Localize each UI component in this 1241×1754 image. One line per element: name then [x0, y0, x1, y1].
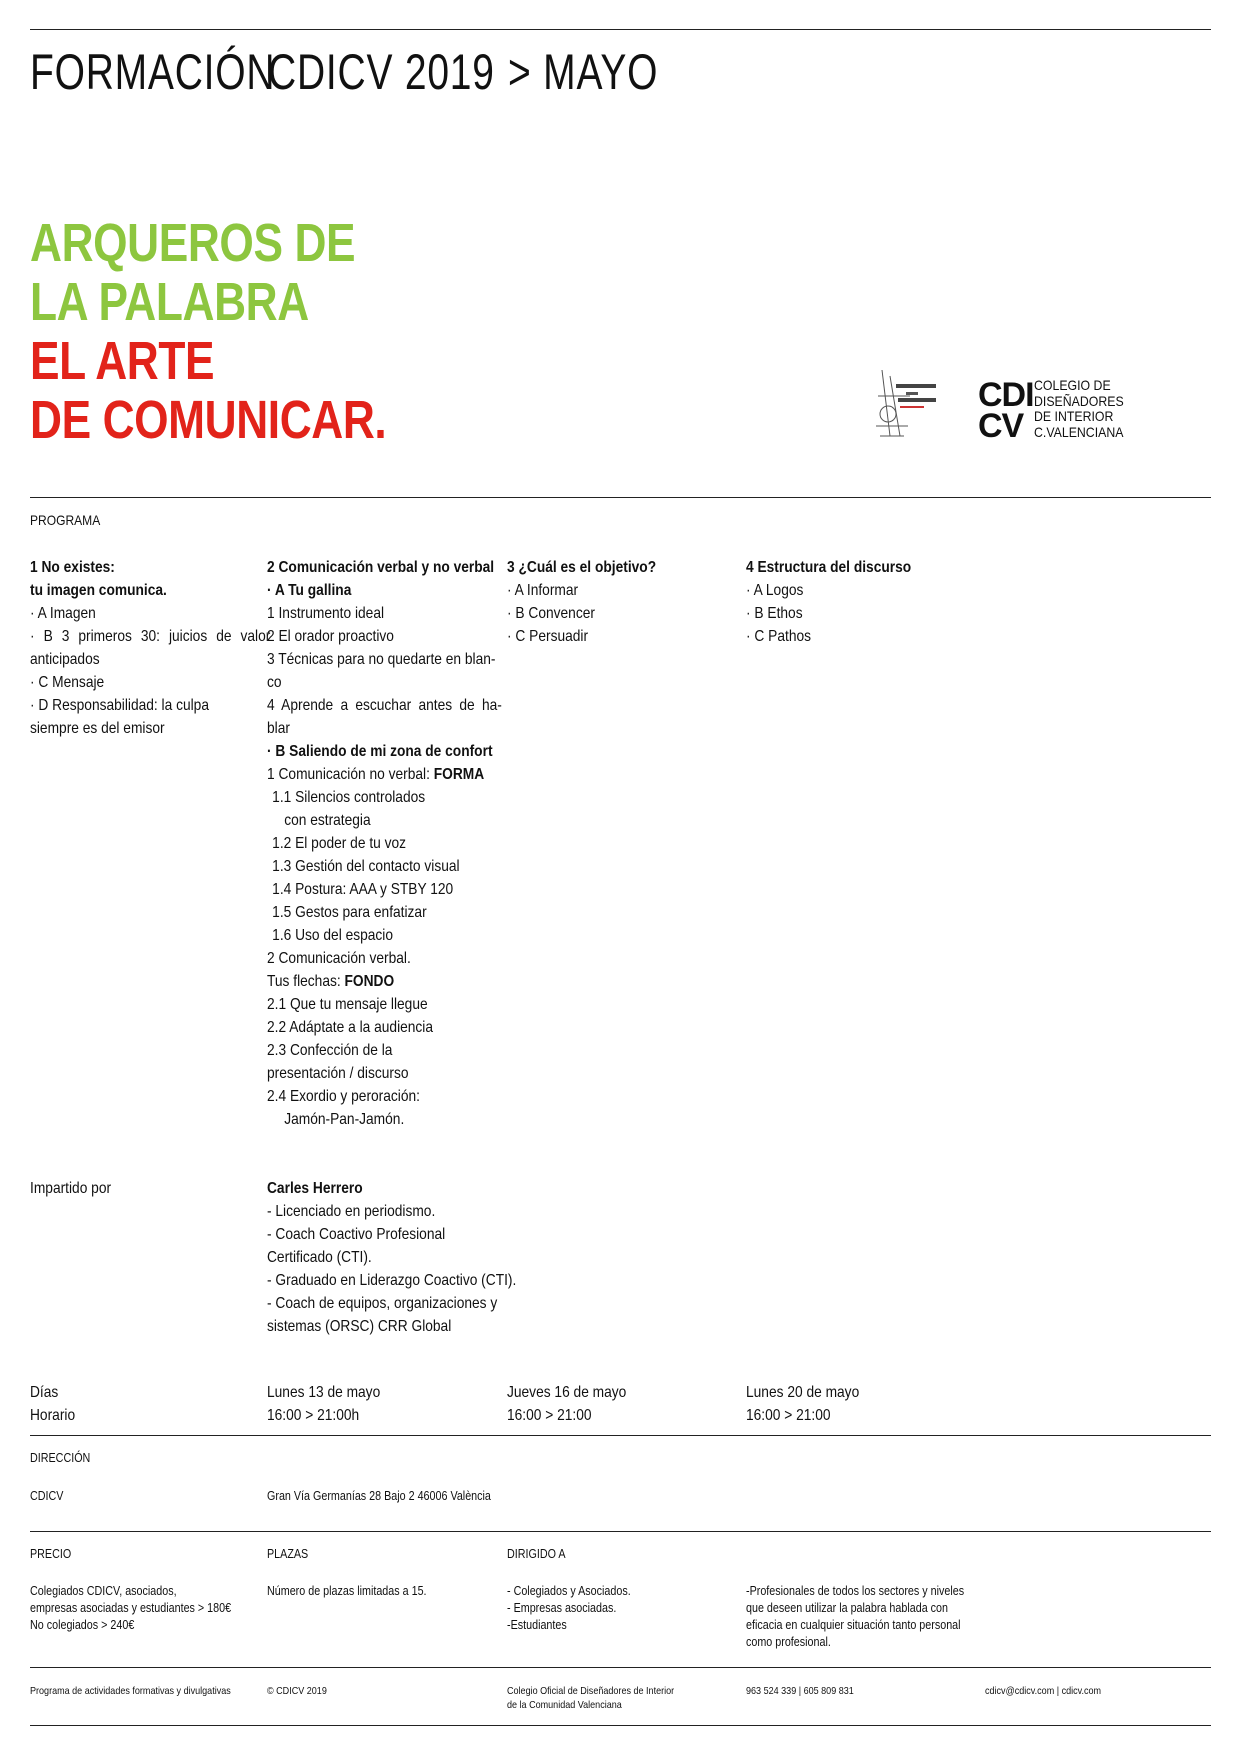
col2-subtitle: · B Saliendo de mi zona de confort — [267, 743, 493, 760]
footer-colegio-line: Colegio Oficial de Diseñadores de Interior — [507, 1685, 675, 1697]
col1-item: · B 3 primeros 30: juicios de valor — [30, 628, 271, 645]
col2-item-bold: FONDO — [344, 973, 395, 990]
col2-title: 2 Comunicación verbal y no verbal — [267, 559, 495, 576]
session-2 — [507, 1381, 626, 1427]
title-line: DE COMUNICAR. — [30, 390, 387, 450]
section-rule — [30, 1435, 1211, 1436]
session-time: 16:00 > 21:00 — [507, 1407, 592, 1424]
top-rule — [30, 29, 1211, 30]
session-date: Lunes 20 de mayo — [746, 1384, 860, 1401]
col2-item-text: 1 Comunicación no verbal: — [267, 766, 434, 783]
col3-item: · C Persuadir — [507, 628, 589, 645]
col2-item: 1.4 Postura: AAA y STBY 120 — [272, 881, 454, 898]
direccion-label: DIRECCIÓN — [30, 1451, 91, 1465]
cdicv-logo — [978, 376, 1034, 445]
precio-info — [30, 1583, 231, 1634]
precio-label: PRECIO — [30, 1547, 72, 1561]
col1-item: · D Responsabilidad: la culpa — [30, 697, 209, 714]
plazas-info: Número de plazas limitadas a 15. — [267, 1584, 427, 1598]
header-formacion: FORMACIÓN — [30, 44, 276, 100]
session-3 — [746, 1381, 859, 1427]
instructor-credential: - Graduado en Liderazgo Coactivo (CTI). — [267, 1272, 517, 1289]
col3-title: 3 ¿Cuál es el objetivo? — [507, 559, 657, 576]
col1-item: siempre es del emisor — [30, 720, 165, 737]
footer-colegio-line: de la Comunidad Valenciana — [507, 1699, 622, 1711]
precio-line: No colegiados > 240€ — [30, 1618, 135, 1632]
profesionales-line: -Profesionales de todos los sectores y niveles — [746, 1584, 965, 1598]
footer-phone: 963 524 339 | 605 809 831 — [746, 1685, 854, 1697]
col1-item: anticipados — [30, 651, 100, 668]
title-green — [30, 214, 355, 332]
title-red — [30, 332, 386, 450]
profesionales-line: eficacia en cualquier situación tanto personal — [746, 1618, 961, 1632]
direccion-address: Gran Vía Germanías 28 Bajo 2 46006 València — [267, 1489, 491, 1503]
col2-item: 1.2 El poder de tu voz — [272, 835, 407, 852]
col2-item — [267, 970, 473, 993]
arqueros-logo-icon — [870, 366, 940, 438]
precio-line: empresas asociadas y estudiantes > 180€ — [30, 1601, 232, 1615]
col2-item: 2 Comunicación verbal. — [267, 950, 411, 967]
dirigido-line: - Empresas asociadas. — [507, 1601, 617, 1615]
logo-letters: CDI — [978, 376, 1034, 414]
col2-subtitle: · A Tu gallina — [267, 582, 352, 599]
session-time: 16:00 > 21:00h — [267, 1407, 360, 1424]
col2-item: 1.6 Uso del espacio — [272, 927, 394, 944]
precio-line: Colegiados CDICV, asociados, — [30, 1584, 177, 1598]
col2-item: Jamón-Pan-Jamón. — [284, 1111, 405, 1128]
dirigido-line: - Colegiados y Asociados. — [507, 1584, 631, 1598]
section-rule — [30, 1531, 1211, 1532]
programa-col1 — [30, 556, 271, 740]
col2-item — [267, 763, 485, 786]
header-mayo: > MAYO — [508, 44, 659, 100]
col4-item: · B Ethos — [746, 605, 803, 622]
programa-col4 — [746, 556, 944, 648]
logo-line: DISEÑADORES — [1034, 392, 1124, 409]
col2-item: 1.5 Gestos para enfatizar — [272, 904, 427, 921]
instructor-name: Carles Herrero — [267, 1180, 363, 1197]
col2-item: 1 Instrumento ideal — [267, 605, 385, 622]
session-time: 16:00 > 21:00 — [746, 1407, 831, 1424]
col2-item: 2.3 Confección de la — [267, 1042, 393, 1059]
col2-item: 1.1 Silencios controlados — [272, 789, 426, 806]
col2-item: con estrategia — [284, 812, 371, 829]
direccion-name: CDICV — [30, 1489, 64, 1503]
dirigido-info — [507, 1583, 631, 1634]
logo-line: C.VALENCIANA — [1034, 423, 1124, 440]
instructor-credential: - Coach Coactivo Profesional — [267, 1226, 446, 1243]
col3-item: · B Convencer — [507, 605, 595, 622]
header-cdicv: CDICV 2019 — [268, 44, 495, 100]
fechas-labels — [30, 1381, 75, 1427]
session-date: Lunes 13 de mayo — [267, 1384, 381, 1401]
impartido-label: Impartido por — [30, 1180, 112, 1197]
footer-contact-link[interactable]: cdicv@cdicv.com | cdicv.com — [985, 1685, 1102, 1697]
footer-copyright: © CDICV 2019 — [267, 1685, 327, 1697]
title-line: ARQUEROS DE — [30, 213, 356, 273]
instructor-credential: - Coach de equipos, organizaciones y — [267, 1295, 498, 1312]
col4-item: · C Pathos — [746, 628, 812, 645]
col1-item: · C Mensaje — [30, 674, 105, 691]
section-rule — [30, 497, 1211, 498]
impartido-info — [267, 1177, 517, 1338]
col2-item: 2 El orador proactivo — [267, 628, 394, 645]
logo-line: COLEGIO DE — [1034, 377, 1111, 393]
logo-line: DE INTERIOR — [1034, 408, 1114, 424]
instructor-credential: - Licenciado en periodismo. — [267, 1203, 436, 1220]
col2-item: 2.1 Que tu mensaje llegue — [267, 996, 428, 1013]
instructor-credential: Certificado (CTI). — [267, 1249, 372, 1266]
programa-col3 — [507, 556, 705, 648]
col2-item: 3 Técnicas para no quedarte en blan- — [267, 651, 496, 668]
col2-item-bold: FORMA — [433, 766, 485, 783]
col2-item: 1.3 Gestión del contacto visual — [272, 858, 460, 875]
col1-title: tu imagen comunica. — [30, 582, 167, 599]
col2-item-text: Tus flechas: — [267, 973, 345, 990]
profesionales-info — [746, 1583, 964, 1651]
dirigido-label: DIRIGIDO A — [507, 1547, 566, 1561]
col1-title: 1 No existes: — [30, 559, 115, 576]
plazas-label: PLAZAS — [267, 1547, 309, 1561]
col1-item: · A Imagen — [30, 605, 96, 622]
logo-letters: CV — [978, 407, 1024, 445]
cdicv-logo-text — [1034, 378, 1124, 440]
col2-item: presentación / discurso — [267, 1065, 409, 1082]
col2-item: 2.2 Adáptate a la audiencia — [267, 1019, 434, 1036]
title-line: LA PALABRA — [30, 272, 309, 332]
session-1 — [267, 1381, 380, 1427]
instructor-credential: sistemas (ORSC) CRR Global — [267, 1318, 452, 1335]
footer-rule — [30, 1667, 1211, 1668]
profesionales-line: que deseen utilizar la palabra hablada con — [746, 1601, 949, 1615]
footer-colegio — [507, 1684, 674, 1712]
programa-label: PROGRAMA — [30, 512, 101, 528]
programa-col2 — [267, 556, 502, 1131]
horario-label: Horario — [30, 1407, 76, 1424]
bottom-rule — [30, 1725, 1211, 1726]
col3-item: · A Informar — [507, 582, 579, 599]
col2-item: blar — [267, 720, 290, 737]
col4-title: 4 Estructura del discurso — [746, 559, 912, 576]
col4-item: · A Logos — [746, 582, 804, 599]
col2-item: 4 Aprende a escuchar antes de ha- — [267, 697, 502, 714]
dirigido-line: -Estudiantes — [507, 1618, 567, 1632]
col2-item: 2.4 Exordio y peroración: — [267, 1088, 420, 1105]
footer-programa: Programa de actividades formativas y divulgativas — [30, 1685, 231, 1697]
title-line: EL ARTE — [30, 331, 215, 391]
dias-label: Días — [30, 1384, 59, 1401]
session-date: Jueves 16 de mayo — [507, 1384, 627, 1401]
profesionales-line: como profesional. — [746, 1635, 831, 1649]
col2-item: co — [267, 674, 282, 691]
